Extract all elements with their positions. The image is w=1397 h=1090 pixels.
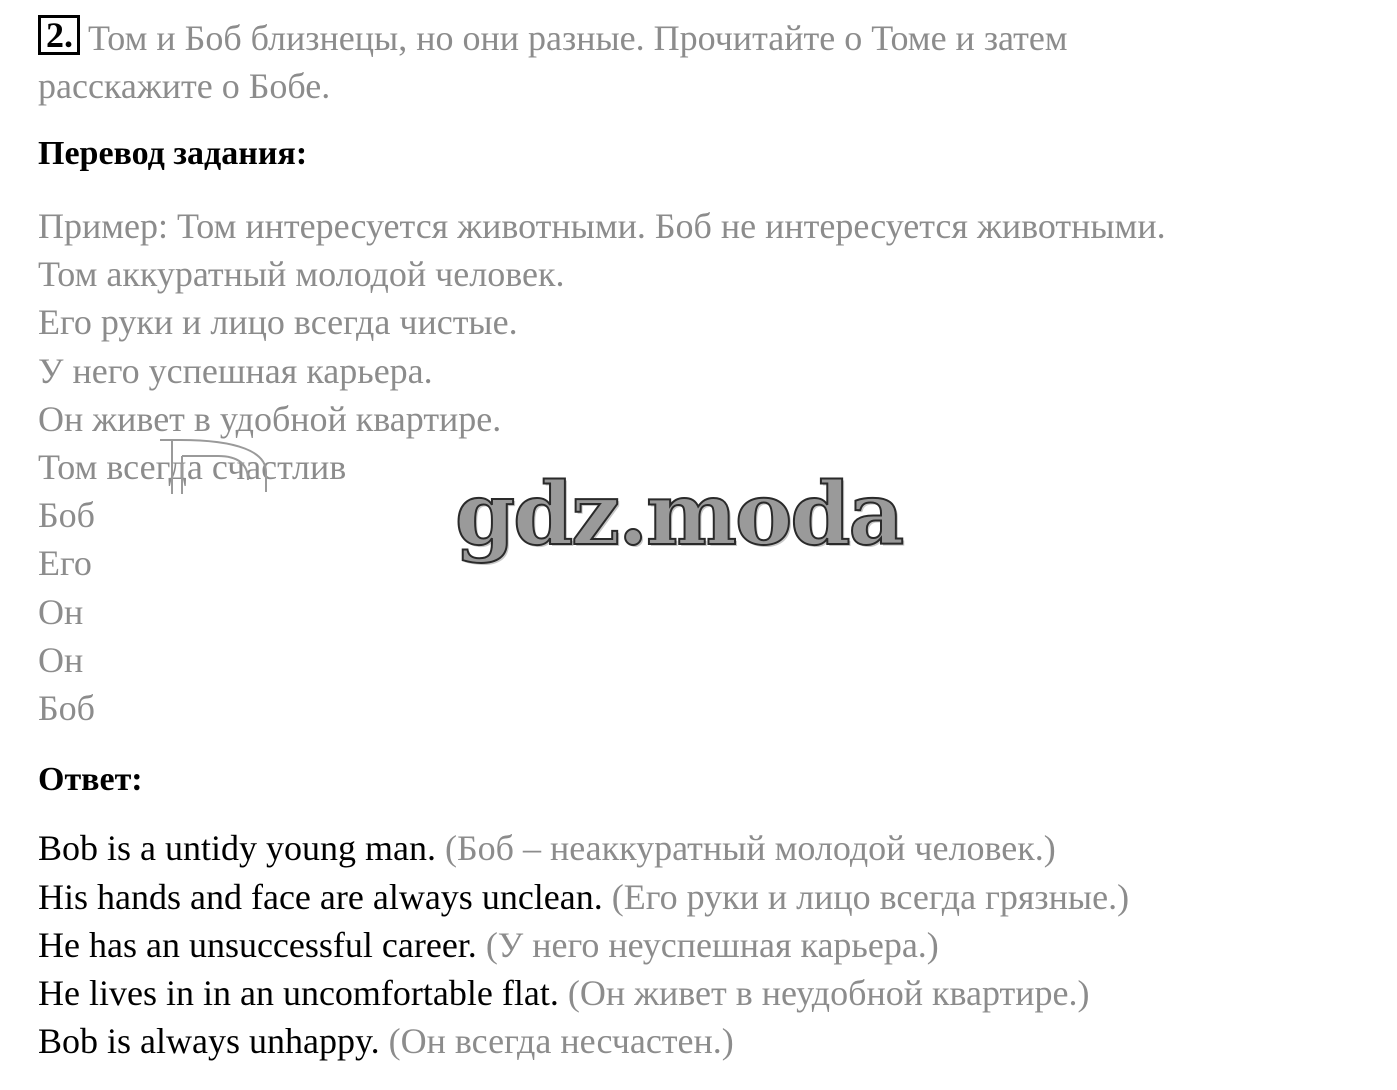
answer-line (38, 873, 1368, 921)
answer-english: Bob is a untidy young man. (38, 828, 436, 869)
task-instruction-line-1 (38, 14, 1368, 62)
translation-line: Он (38, 639, 84, 680)
translation-line: Его (38, 543, 92, 584)
answer-english: Bob is always unhappy. (38, 1021, 380, 1062)
task-instruction-text: Том и Боб близнецы, но они разные. Прочитайте о Томе и затем (88, 18, 1068, 58)
translation-line: Том аккуратный молодой человек. (38, 254, 565, 295)
answer-russian: (Он живет в неудобной квартире.) (567, 973, 1090, 1014)
translation-line: Том всегда счастлив (38, 447, 347, 488)
answer-english: His hands and face are always unclean. (38, 876, 603, 917)
watermark-decoration-icon (158, 434, 268, 494)
translation-heading: Перевод задания: (38, 135, 308, 172)
translation-line: Его руки и лицо всегда чистые. (38, 302, 518, 343)
answer-heading: Ответ: (38, 761, 143, 799)
translation-line: Он живет в удобной квартире. (38, 398, 502, 439)
answer-list (38, 824, 1368, 1065)
answer-russian: (Его руки и лицо всегда грязные.) (611, 876, 1130, 917)
answer-line (38, 824, 1368, 872)
answer-line (38, 921, 1368, 969)
translation-line: Боб (38, 688, 95, 729)
task-instruction-line-2: расскажите о Бобе. (38, 66, 331, 106)
translation-line: Пример: Том интересуется животными. Боб не интересуется животными. (38, 206, 1166, 246)
watermark-logo: gdz.moda (455, 464, 903, 565)
translation-line: Боб (38, 495, 95, 536)
answer-line (38, 969, 1368, 1017)
answer-russian: (Он всегда несчастен.) (388, 1021, 734, 1062)
translation-line: Он (38, 591, 84, 632)
answer-english: He has an unsuccessful career. (38, 924, 477, 965)
translation-line: У него успешная карьера. (38, 350, 433, 391)
answer-russian: (Боб – неаккуратный молодой человек.) (445, 828, 1056, 869)
task-number: 2. (38, 15, 80, 55)
answer-russian: (У него неуспешная карьера.) (485, 924, 939, 965)
answer-english: He lives in in an uncomfortable flat. (38, 973, 559, 1014)
answer-line (38, 1017, 1368, 1065)
